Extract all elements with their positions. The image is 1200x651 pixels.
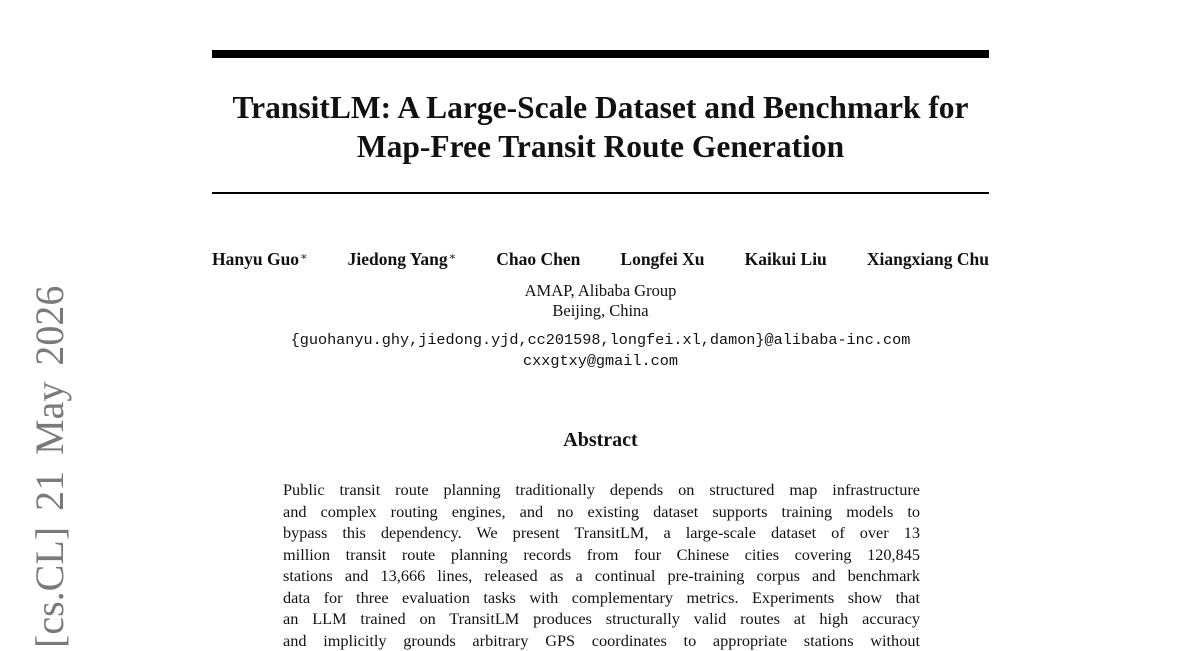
abstract-text xyxy=(283,479,920,651)
equal-contribution-mark: ∗ xyxy=(300,251,307,263)
abstract-line: bypass this dependency. We present TransitLM, a large-scale dataset of over 13 xyxy=(283,522,920,544)
contact-emails xyxy=(200,330,1001,372)
author-name: Kaikui Liu xyxy=(745,249,827,269)
email-line: cxxgtxy@gmail.com xyxy=(200,351,1001,372)
abstract-heading: Abstract xyxy=(400,427,801,453)
abstract-line: an LLM trained on TransitLM produces structurally valid routes at high accuracy xyxy=(283,608,920,630)
author-list xyxy=(212,248,989,270)
paper-title xyxy=(200,88,1001,166)
abstract-line: million transit route planning records from four Chinese cities covering 120,845 xyxy=(283,544,920,566)
affiliation-org: AMAP, Alibaba Group xyxy=(300,281,901,301)
title-line: TransitLM: A Large-Scale Dataset and Benchmark for xyxy=(200,88,1001,127)
arxiv-side-stamp: [cs.CL] 21 May 2026 xyxy=(30,286,70,648)
abstract-line: data for three evaluation tasks with complementary metrics. Experiments show that xyxy=(283,587,920,609)
abstract-line: and implicitly grounds arbitrary GPS coordinates to appropriate stations without xyxy=(283,630,920,651)
affiliation-location: Beijing, China xyxy=(300,301,901,321)
author xyxy=(212,248,308,270)
equal-contribution-mark: ∗ xyxy=(449,251,456,263)
affiliation xyxy=(300,281,901,321)
author-name: Jiedong Yang xyxy=(348,249,448,269)
author-name: Hanyu Guo xyxy=(212,249,299,269)
email-line: {guohanyu.ghy,jiedong.yjd,cc201598,longfei.xl,damon}@alibaba-inc.com xyxy=(200,330,1001,351)
title-top-rule xyxy=(212,50,989,58)
author xyxy=(348,248,457,270)
title-line: Map-Free Transit Route Generation xyxy=(200,127,1001,166)
abstract-line: Public transit route planning traditionally depends on structured map infrastructure xyxy=(283,479,920,501)
author-name: Xiangxiang Chu xyxy=(867,249,989,269)
abstract-line: and complex routing engines, and no existing dataset supports training models to xyxy=(283,501,920,523)
author xyxy=(620,248,704,270)
author xyxy=(496,248,580,270)
author xyxy=(867,248,989,270)
title-bottom-rule xyxy=(212,192,989,194)
author-name: Longfei Xu xyxy=(620,249,704,269)
author xyxy=(745,248,827,270)
abstract-line: stations and 13,666 lines, released as a continual pre-training corpus and benchmark xyxy=(283,565,920,587)
author-name: Chao Chen xyxy=(496,249,580,269)
